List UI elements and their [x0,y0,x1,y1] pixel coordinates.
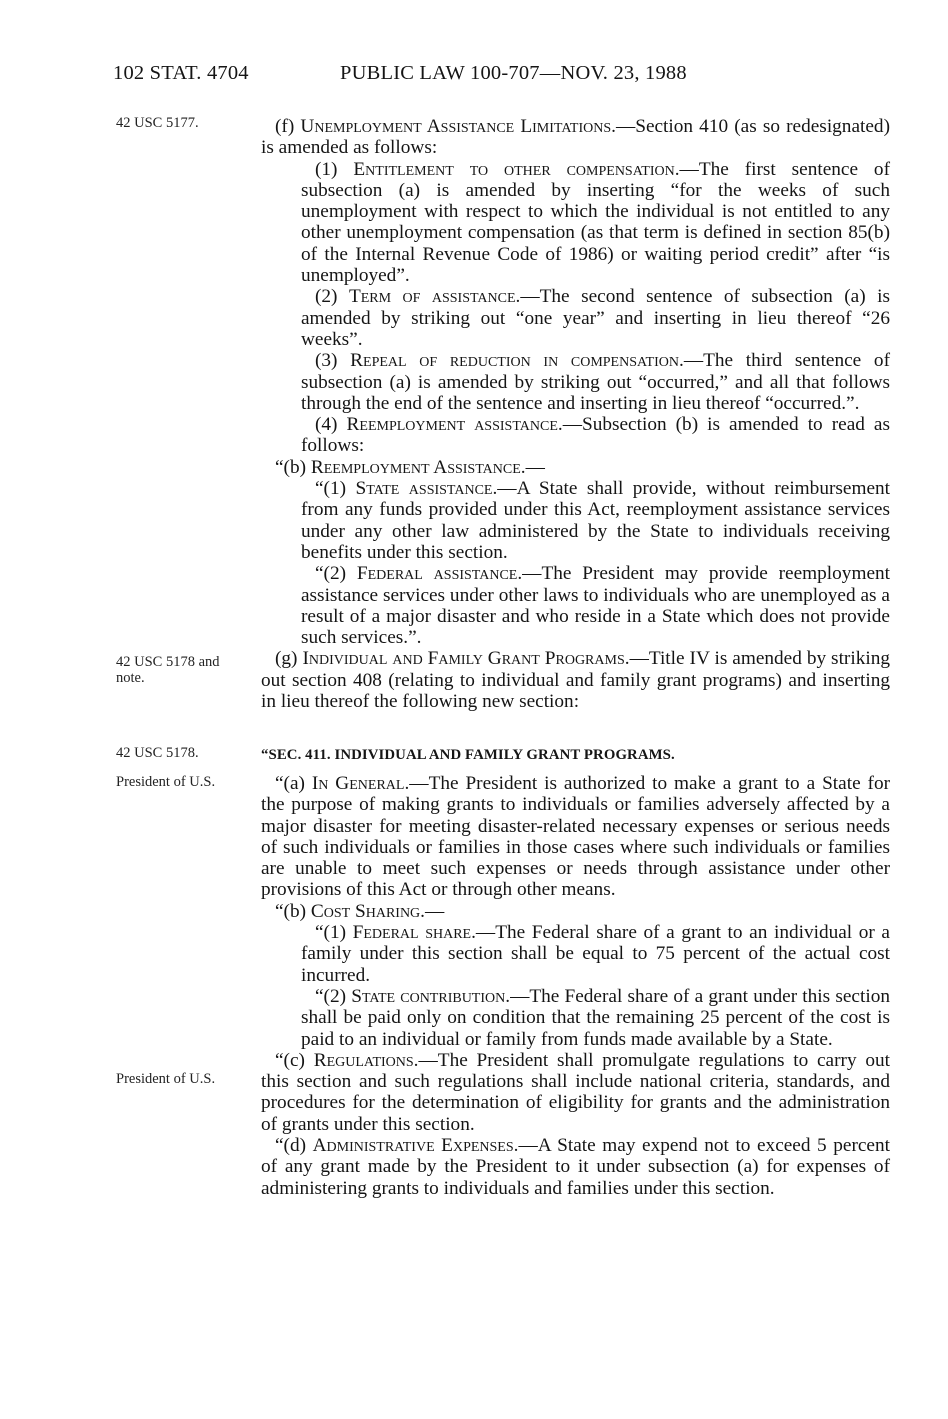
paragraph-f-3: (3) Repeal of reduction in compensation.—The third sentence of subsection (a) is amended by striking out “occurred,” and all that follows through the end of the sentence and inserting in lieu thereof “occurred.”. [301,350,890,414]
body-text-section-411 [261,773,890,1199]
paragraph-g: (g) Individual and Family Grant Programs.—Title IV is amended by striking out section 408 (relating to individual and family grant programs) and inserting in lieu thereof the following new section: [261,648,890,713]
margin-note-president-2: President of U.S. [116,1071,216,1087]
paragraph-f-2: (2) Term of assistance.—The second sentence of subsection (a) is amended by striking out “one year” and inserting in lieu thereof “26 weeks”. [301,286,890,350]
margin-note-president-1: President of U.S. [116,774,216,790]
public-law-reference: PUBLIC LAW 100-707—NOV. 23, 1988 [340,62,687,84]
paragraph-f-4: (4) Reemployment assistance.—Subsection (b) is amended to read as follows: [301,414,890,457]
margin-note-usc-5177: 42 USC 5177. [116,115,199,131]
margin-note-usc-5178-and-note: 42 USC 5178 and note. [116,654,220,686]
paragraph-411-b-1: “(1) Federal share.—The Federal share of a grant to an individual or a family under this section shall be equal to 75 percent of the actual cost incurred. [301,922,890,986]
paragraph-411-d: “(d) Administrative Expenses.—A State may expend not to exceed 5 percent of any grant made by the President to it under subsection (a) for expenses of administering grants to individuals and families under this section. [261,1135,890,1199]
paragraph-411-c: “(c) Regulations.—The President shall promulgate regulations to carry out this section and such regulations shall include national criteria, standards, and procedures for the determination of eligibility for grants and the administration of grants under this section. [261,1049,890,1135]
paragraph-b-2: “(2) Federal assistance.—The President may provide reemployment assistance services under other laws to individuals who are unemployed as a result of a major disaster and who reside in a State which does not provide such services.”. [301,563,891,649]
stat-reference: 102 STAT. 4704 [113,62,249,84]
paragraph-b-1: “(1) State assistance.—A State shall provide, without reimbursement from any funds provided under this Act, reemployment assistance services under any other law administered by the State to individuals receiving benefits under this section. [301,478,890,563]
section-411-heading-block [261,745,890,766]
paragraph-411-a: “(a) In General.—The President is authorized to make a grant to a State for the purpose of making grants to individuals or families adversely affected by a major disaster for meeting disaster-related necessary expenses or serious needs of such individuals or families in those cases where such individuals or families are unable to meet such expenses or needs through assistance under other provisions of this Act or through other means. [261,773,891,901]
section-411-heading: “SEC. 411. INDIVIDUAL AND FAMILY GRANT PROGRAMS. [261,747,675,763]
body-text-section-f-g [261,116,890,712]
margin-note-usc-5178: 42 USC 5178. [116,745,199,761]
paragraph-411-b: “(b) Cost Sharing.— [275,900,445,922]
paragraph-411-b-2: “(2) State contribution.—The Federal share of a grant under this section shall be paid only on condition that the remaining 25 percent of the cost is paid to an individual or family from funds made available by a State. [301,985,890,1050]
paragraph-f-1: (1) Entitlement to other compensation.—The first sentence of subsection (a) is amended by inserting “for the weeks of such unemployment with respect to which the individual is not entitled to any other unemployment compensation (as that term is defined in section 85(b) of the Internal Revenue Code of 1986) or waiting period credit” after “is unemployed”. [301,158,890,287]
paragraph-f: (f) Unemployment Assistance Limitations.—Section 410 (as so redesignated) is amended as follows: [261,116,890,159]
paragraph-b-reemployment: “(b) Reemployment Assistance.— [275,456,545,478]
